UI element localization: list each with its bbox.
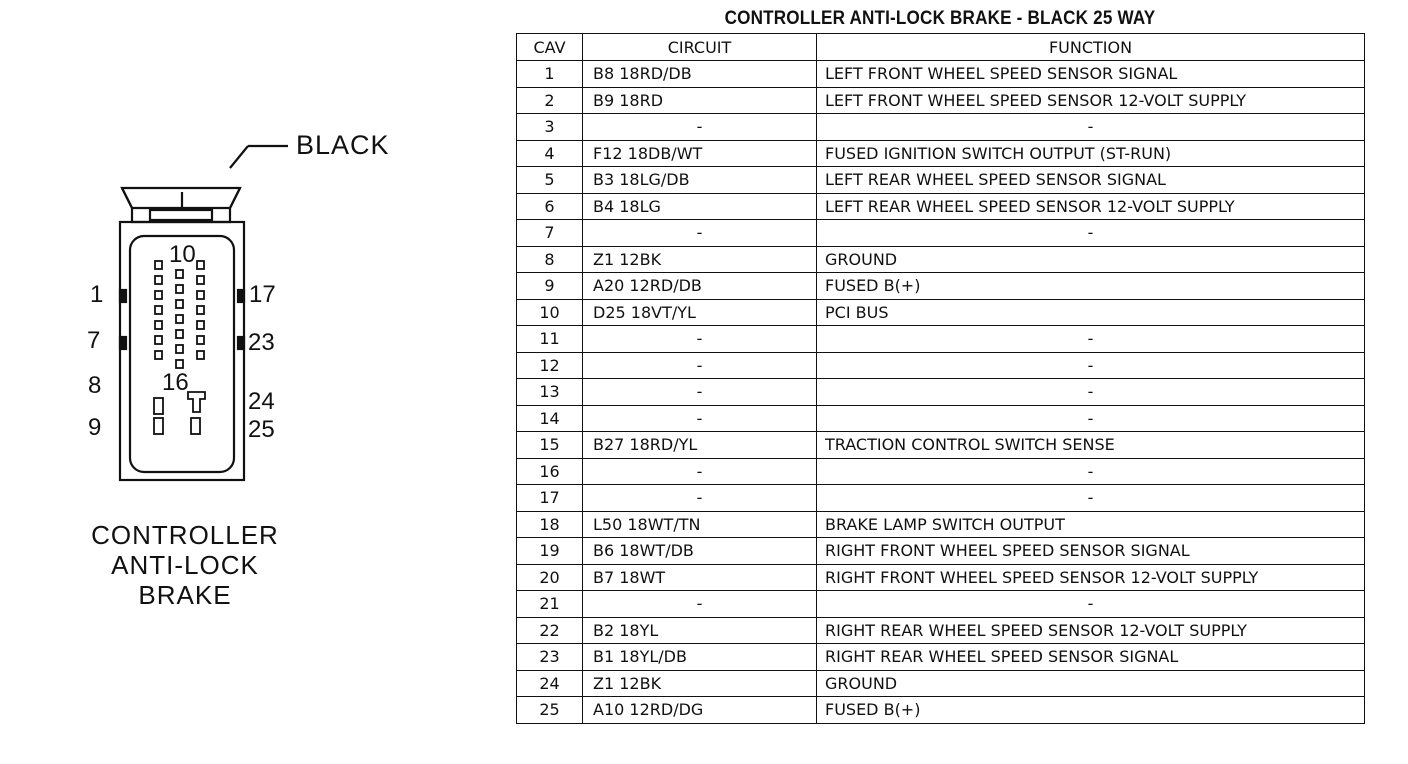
circuit-cell: B9 18RD <box>583 87 817 114</box>
cav-cell: 13 <box>517 379 583 406</box>
pin-label-9: 9 <box>88 414 102 441</box>
circuit-cell: - <box>583 352 817 379</box>
function-cell: - <box>817 114 1365 141</box>
cav-cell: 3 <box>517 114 583 141</box>
function-cell: FUSED B(+) <box>817 697 1365 724</box>
function-cell: - <box>817 326 1365 353</box>
function-cell: GROUND <box>817 246 1365 273</box>
circuit-cell: - <box>583 220 817 247</box>
pin-label-8: 8 <box>88 372 102 399</box>
cav-cell: 18 <box>517 511 583 538</box>
pin-label-7: 7 <box>87 327 101 354</box>
table-row <box>517 564 1365 591</box>
cav-cell: 5 <box>517 167 583 194</box>
table-row <box>517 87 1365 114</box>
table-row <box>517 61 1365 88</box>
table-row <box>517 591 1365 618</box>
cav-cell: 1 <box>517 61 583 88</box>
table-row <box>517 458 1365 485</box>
cav-cell: 14 <box>517 405 583 432</box>
function-cell: LEFT REAR WHEEL SPEED SENSOR 12-VOLT SUPPLY <box>817 193 1365 220</box>
table-row <box>517 617 1365 644</box>
circuit-cell: B27 18RD/YL <box>583 432 817 459</box>
cav-cell: 15 <box>517 432 583 459</box>
table-row <box>517 140 1365 167</box>
cav-cell: 4 <box>517 140 583 167</box>
connector-color-callout: BLACK <box>296 130 390 160</box>
function-cell: RIGHT REAR WHEEL SPEED SENSOR 12-VOLT SUPPLY <box>817 617 1365 644</box>
function-cell: - <box>817 220 1365 247</box>
function-cell: GROUND <box>817 670 1365 697</box>
table-row <box>517 485 1365 512</box>
circuit-cell: L50 18WT/TN <box>583 511 817 538</box>
circuit-cell: B7 18WT <box>583 564 817 591</box>
function-cell: RIGHT REAR WHEEL SPEED SENSOR SIGNAL <box>817 644 1365 671</box>
cav-cell: 19 <box>517 538 583 565</box>
header-function: FUNCTION <box>817 34 1365 61</box>
pin-label-24: 24 <box>248 388 275 415</box>
pin-label-16: 16 <box>162 369 189 396</box>
header-cav: CAV <box>517 34 583 61</box>
cav-cell: 22 <box>517 617 583 644</box>
function-cell: - <box>817 485 1365 512</box>
circuit-cell: A20 12RD/DB <box>583 273 817 300</box>
circuit-cell: Z1 12BK <box>583 246 817 273</box>
circuit-cell: - <box>583 405 817 432</box>
cav-cell: 17 <box>517 485 583 512</box>
cav-cell: 11 <box>517 326 583 353</box>
circuit-cell: - <box>583 485 817 512</box>
circuit-cell: - <box>583 114 817 141</box>
callout-arrow-shaft <box>230 146 248 168</box>
pin-label-1: 1 <box>90 281 104 308</box>
circuit-cell: A10 12RD/DG <box>583 697 817 724</box>
cav-cell: 16 <box>517 458 583 485</box>
function-cell: - <box>817 405 1365 432</box>
cav-cell: 2 <box>517 87 583 114</box>
table-row <box>517 167 1365 194</box>
connector-caption <box>80 520 290 610</box>
function-cell: - <box>817 379 1365 406</box>
pin-label-23: 23 <box>248 329 275 356</box>
circuit-cell: B8 18RD/DB <box>583 61 817 88</box>
table-header-row <box>517 34 1365 61</box>
circuit-cell: B1 18YL/DB <box>583 644 817 671</box>
caption-line-1: CONTROLLER <box>91 520 279 550</box>
cav-cell: 25 <box>517 697 583 724</box>
function-cell: LEFT FRONT WHEEL SPEED SENSOR SIGNAL <box>817 61 1365 88</box>
circuit-cell: - <box>583 326 817 353</box>
table-body <box>517 61 1365 724</box>
function-cell: - <box>817 591 1365 618</box>
header-circuit: CIRCUIT <box>583 34 817 61</box>
table-row <box>517 538 1365 565</box>
cav-cell: 20 <box>517 564 583 591</box>
table-row <box>517 193 1365 220</box>
cav-cell: 6 <box>517 193 583 220</box>
table-row <box>517 299 1365 326</box>
table-row <box>517 273 1365 300</box>
table-row <box>517 511 1365 538</box>
cav-cell: 9 <box>517 273 583 300</box>
table-row <box>517 644 1365 671</box>
function-cell: LEFT REAR WHEEL SPEED SENSOR SIGNAL <box>817 167 1365 194</box>
function-cell: RIGHT FRONT WHEEL SPEED SENSOR SIGNAL <box>817 538 1365 565</box>
caption-line-2: ANTI-LOCK <box>111 550 259 580</box>
table-row <box>517 405 1365 432</box>
table-row <box>517 352 1365 379</box>
circuit-cell: Z1 12BK <box>583 670 817 697</box>
cav-cell: 23 <box>517 644 583 671</box>
circuit-cell: B6 18WT/DB <box>583 538 817 565</box>
function-cell: TRACTION CONTROL SWITCH SENSE <box>817 432 1365 459</box>
circuit-cell: B2 18YL <box>583 617 817 644</box>
table-row <box>517 432 1365 459</box>
circuit-cell: - <box>583 591 817 618</box>
function-cell: LEFT FRONT WHEEL SPEED SENSOR 12-VOLT SUPPLY <box>817 87 1365 114</box>
caption-line-3: BRAKE <box>138 580 232 610</box>
table-row <box>517 697 1365 724</box>
table-row <box>517 114 1365 141</box>
cav-cell: 8 <box>517 246 583 273</box>
pinout-table <box>516 33 1365 724</box>
circuit-cell: B4 18LG <box>583 193 817 220</box>
function-cell: - <box>817 458 1365 485</box>
pin-label-10: 10 <box>169 241 196 268</box>
pin-label-17: 17 <box>249 281 276 308</box>
connector-face <box>130 236 234 472</box>
function-cell: BRAKE LAMP SWITCH OUTPUT <box>817 511 1365 538</box>
cav-cell: 7 <box>517 220 583 247</box>
table-row <box>517 670 1365 697</box>
circuit-cell: B3 18LG/DB <box>583 167 817 194</box>
table-row <box>517 246 1365 273</box>
function-cell: - <box>817 352 1365 379</box>
circuit-cell: D25 18VT/YL <box>583 299 817 326</box>
circuit-cell: - <box>583 379 817 406</box>
function-cell: PCI BUS <box>817 299 1365 326</box>
function-cell: RIGHT FRONT WHEEL SPEED SENSOR 12-VOLT SUPPLY <box>817 564 1365 591</box>
connector-drawing <box>0 0 500 764</box>
table-row <box>517 220 1365 247</box>
function-cell: FUSED B(+) <box>817 273 1365 300</box>
function-cell: FUSED IGNITION SWITCH OUTPUT (ST-RUN) <box>817 140 1365 167</box>
pin-label-25: 25 <box>248 416 275 443</box>
cav-cell: 24 <box>517 670 583 697</box>
table-title: CONTROLLER ANTI-LOCK BRAKE - BLACK 25 WAY <box>724 8 1156 29</box>
cav-cell: 12 <box>517 352 583 379</box>
cavity-grid <box>154 261 205 434</box>
cav-cell: 21 <box>517 591 583 618</box>
table-row <box>517 379 1365 406</box>
cav-cell: 10 <box>517 299 583 326</box>
circuit-cell: - <box>583 458 817 485</box>
table-row <box>517 326 1365 353</box>
circuit-cell: F12 18DB/WT <box>583 140 817 167</box>
